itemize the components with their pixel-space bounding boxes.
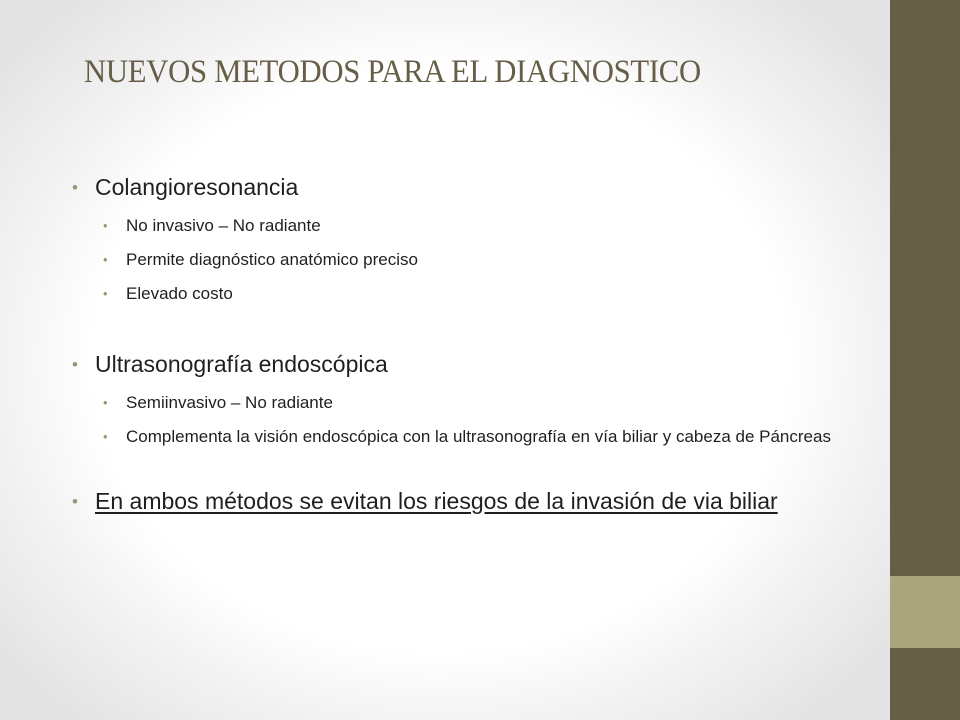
- slide-content: [72, 172, 842, 517]
- sub-bullet: • No invasivo – No radiante: [103, 215, 842, 237]
- bullet-colangioresonancia: • Colangioresonancia: [72, 172, 842, 203]
- slide-title: NUEVOS METODOS PARA EL DIAGNOSTICO: [84, 54, 701, 90]
- sub-bullet: • Complementa la visión endoscópica con la ultrasonografía en vía biliar y cabeza de Páncreas: [103, 426, 842, 448]
- sub-bullet: • Elevado costo: [103, 283, 842, 305]
- bullet-ultrasonografia: • Ultrasonografía endoscópica: [72, 349, 842, 380]
- side-bar-accent: [890, 576, 960, 648]
- sub-bullet: • Semiinvasivo – No radiante: [103, 392, 842, 414]
- sub-bullet: • Permite diagnóstico anatómico preciso: [103, 249, 842, 271]
- bullet-conclusion: • En ambos métodos se evitan los riesgos de la invasión de via biliar: [72, 486, 842, 517]
